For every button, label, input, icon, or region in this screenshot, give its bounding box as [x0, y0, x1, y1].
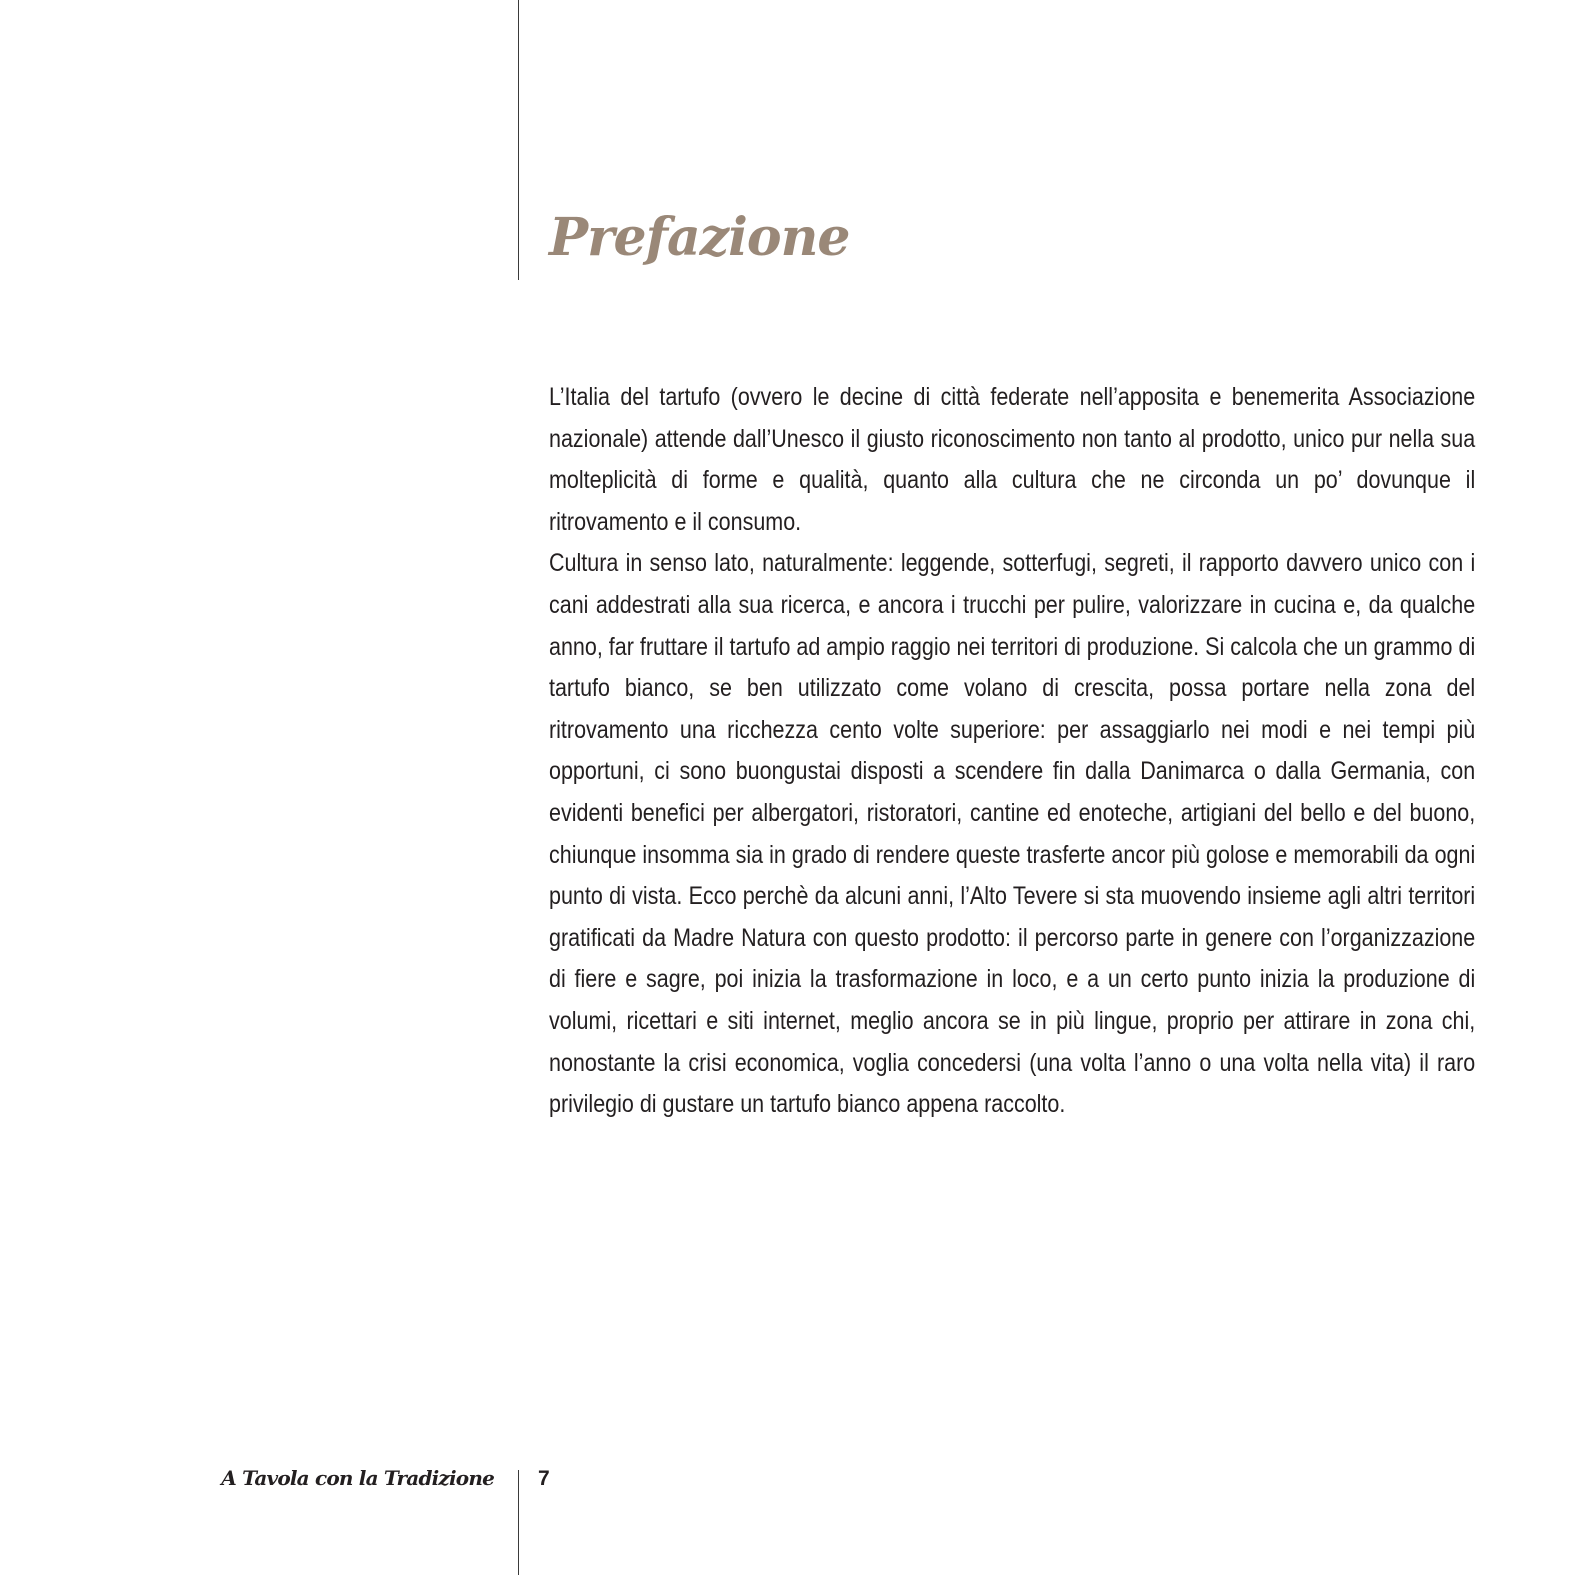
page-title: Prefazione	[549, 207, 850, 268]
page-number: 7	[538, 1467, 550, 1490]
bottom-divider-line	[518, 1470, 519, 1575]
top-divider-line	[518, 0, 519, 280]
paragraph-1: L’Italia del tartufo (ovvero le decine di città federate nell’apposita e benemerita Associazione nazionale) attende dall’Unesco il giusto riconoscimento non tanto al prodotto, unico pur nella sua molteplicità di forme e qualità, quanto alla cultura che ne circonda un po’ dovunque il ritrovamento e il consumo.	[549, 383, 1476, 536]
preface-body	[549, 377, 1475, 1126]
paragraph-2: Cultura in senso lato, naturalmente: leggende, sotterfugi, segreti, il rapporto davvero unico con i cani addestrati alla sua ricerca, e ancora i trucchi per pulire, valorizzare in cucina e, da qualche anno, far fruttare il tartufo ad ampio raggio nei territori di produzione. Si calcola che un grammo di tartufo bianco, se ben utilizzato come volano di crescita, possa portare nella zona del ritrovamento una ricchezza cento volte superiore: per assaggiarlo nei modi e nei tempi più opportuni, ci sono buongustai disposti a scendere fin dalla Danimarca o dalla Germania, con evidenti benefici per albergatori, ristoratori, cantine ed enoteche, artigiani del bello e del buono, chiunque insomma sia in grado di rendere queste trasferte ancor più golose e memorabili da ogni punto di vista. Ecco perchè da alcuni anni, l’Alto Tevere si sta muovendo insieme agli altri territori gratificati da Madre Natura con questo prodotto: il percorso parte in genere con l’organizzazione di fiere e sagre, poi inizia la trasformazione in loco, e a un certo punto inizia la produzione di volumi, ricettari e siti internet, meglio ancora se in più lingue, proprio per attirare in zona chi, nonostante la crisi economica, voglia concedersi (una volta l’anno o una volta nella vita) il raro privilegio di gustare un tartufo bianco appena raccolto.	[549, 549, 1476, 1119]
footer-book-title: A Tavola con la Tradizione	[221, 1466, 494, 1490]
